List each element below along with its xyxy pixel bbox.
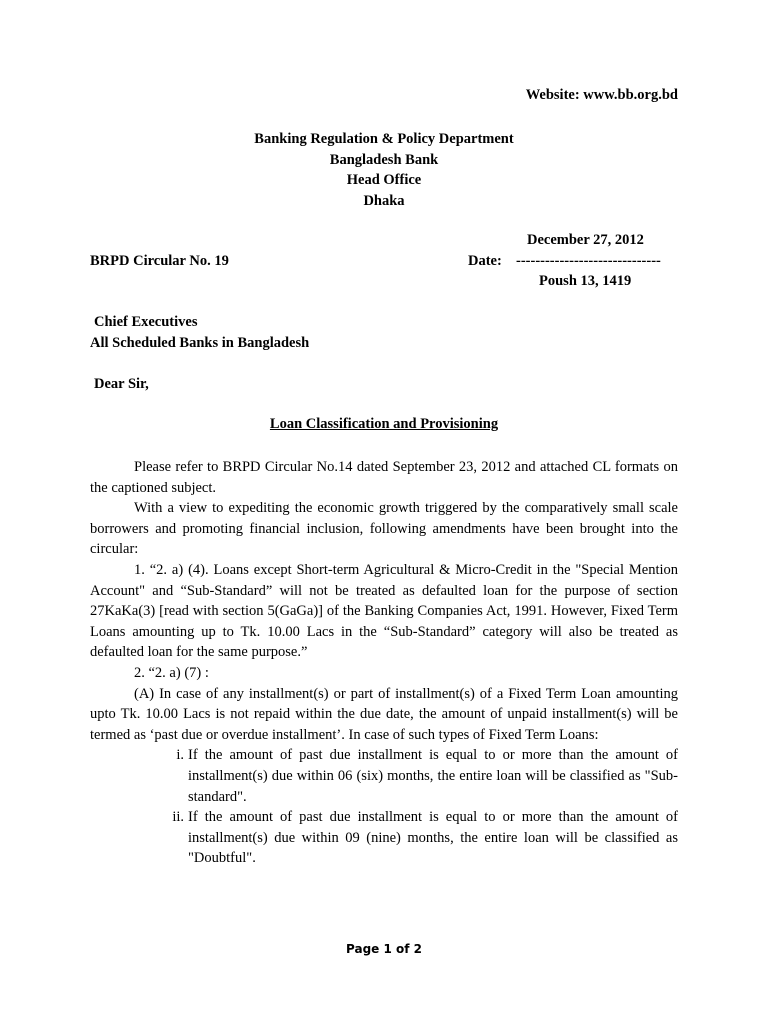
paragraph-amendment-1: 1. “2. a) (4). Loans except Short-term Agricultural & Micro-Credit in the "Special Mention Account" and “Sub-Standard” will not be treated as defaulted loan for the purpose of section 27KaKa(3) [read with section 5(GaGa)] of the Banking Companies Act, 1991. However, Fixed Term Loans amounting up to Tk. 10.00 Lacs in the “Sub-Standard” category will also be treated as defaulted loan for the same purpose.” [90, 561, 678, 661]
addressee-line-1: Chief Executives [94, 314, 198, 330]
addressee-line-2: All Scheduled Banks in Bangladesh [90, 335, 310, 351]
list-item [176, 745, 678, 807]
body-text [90, 457, 678, 869]
list-item-text: If the amount of past due installment is equal to or more than the amount of installment(s) due within 09 (nine) months, the entire loan will be classified as "Doubtful". [188, 809, 678, 867]
website-line: Website: www.bb.org.bd [525, 87, 678, 103]
list-item [172, 807, 678, 869]
date-english: December 27, 2012 [527, 232, 644, 248]
list-item-number: ii. [172, 809, 184, 826]
department-name: Banking Regulation & Policy Department [254, 131, 514, 147]
list-item-number: i. [176, 747, 184, 764]
office-name: Head Office [346, 172, 422, 188]
date-separator: ------------------------------ [516, 253, 661, 269]
letterhead [0, 129, 768, 211]
salutation: Dear Sir, [94, 376, 149, 392]
paragraph-amendment-2-heading: 2. “2. a) (7) : [134, 664, 209, 681]
paragraph-amendment-2a: (A) In case of any installment(s) or part of installment(s) of a Fixed Term Loan amounting upto Tk. 10.00 Lacs is not repaid within the due date, the amount of unpaid installment(s) will be termed as ‘past due or overdue installment’. In case of such types of Fixed Term Loans: [90, 685, 678, 743]
classification-list [172, 745, 678, 869]
date-bangla: Poush 13, 1419 [539, 273, 632, 289]
paragraph-intro: With a view to expediting the economic growth triggered by the comparatively small scale borrowers and promoting financial inclusion, following amendments have been brought into the circular: [90, 500, 678, 558]
circular-number: BRPD Circular No. 19 [90, 253, 229, 269]
page-number: Page 1 of 2 [346, 942, 422, 956]
paragraph-reference: Please refer to BRPD Circular No.14 dated September 23, 2012 and attached CL formats on the captioned subject. [90, 459, 678, 496]
subject-heading: Loan Classification and Provisioning [269, 416, 499, 432]
city-name: Dhaka [363, 192, 405, 209]
bank-name: Bangladesh Bank [329, 151, 439, 168]
date-label: Date: [468, 253, 502, 269]
list-item-text: If the amount of past due installment is equal to or more than the amount of installment(s) due within 06 (six) months, the entire loan will be classified as "Sub-standard". [188, 747, 678, 805]
